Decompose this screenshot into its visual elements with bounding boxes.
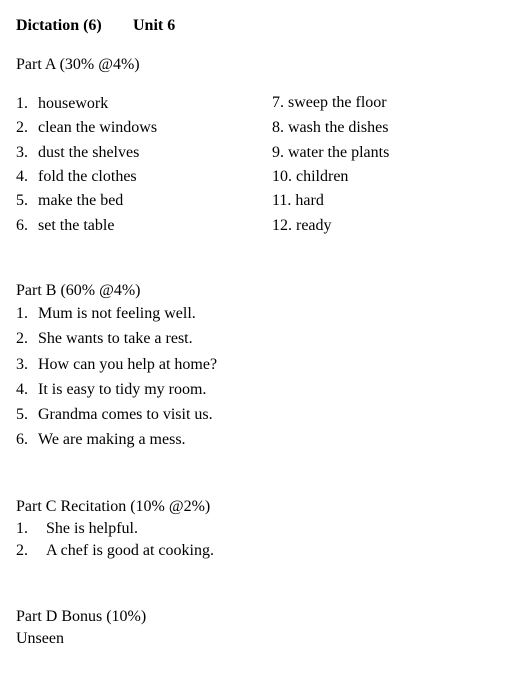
list-item-text: Mum is not feeling well. <box>38 305 196 322</box>
list-item-text: housework <box>38 95 109 112</box>
item-number: 3. <box>16 356 28 373</box>
list-item-text: clean the windows <box>38 119 158 136</box>
part-d-text: Unseen <box>16 630 64 647</box>
document-title: Dictation (6) <box>16 17 102 34</box>
list-item-text: It is easy to tidy my room. <box>38 381 207 398</box>
list-item <box>16 218 28 234</box>
list-item-text: make the bed <box>38 192 124 209</box>
list-item <box>16 193 28 209</box>
item-number: 4. <box>16 168 28 185</box>
part-b-heading: Part B (60% @4%) <box>16 282 141 299</box>
list-item-text: dust the shelves <box>38 144 140 161</box>
list-item: 8. wash the dishes <box>272 119 389 136</box>
item-number: 5. <box>16 406 28 423</box>
item-number: 1. <box>16 520 28 537</box>
unit-label: Unit 6 <box>133 17 176 34</box>
list-item-text: fold the clothes <box>38 168 137 185</box>
item-number: 4. <box>16 381 28 398</box>
list-item-text: We are making a mess. <box>38 431 186 448</box>
item-number: 1. <box>16 305 28 322</box>
item-number: 2. <box>16 330 28 347</box>
part-c-heading: Part C Recitation (10% @2%) <box>16 498 211 515</box>
list-item <box>16 96 28 112</box>
list-item-text: She wants to take a rest. <box>38 330 193 347</box>
item-number: 2. <box>16 119 28 136</box>
list-item: 11. hard <box>272 192 324 209</box>
list-item: 10. children <box>272 168 349 185</box>
list-item: 9. water the plants <box>272 144 390 161</box>
list-item-text: She is helpful. <box>46 520 138 537</box>
list-item-text: How can you help at home? <box>38 356 218 373</box>
list-item <box>16 145 28 161</box>
list-item <box>16 169 28 185</box>
item-number: 6. <box>16 217 28 234</box>
list-item-text: Grandma comes to visit us. <box>38 406 213 423</box>
item-number: 2. <box>16 542 28 559</box>
item-number: 6. <box>16 431 28 448</box>
list-item-text: set the table <box>38 217 115 234</box>
item-number: 3. <box>16 144 28 161</box>
part-d-heading: Part D Bonus (10%) <box>16 608 147 625</box>
list-item-text: A chef is good at cooking. <box>46 542 214 559</box>
list-item <box>16 120 28 136</box>
part-a-heading: Part A (30% @4%) <box>16 56 140 73</box>
list-item: 12. ready <box>272 217 332 234</box>
item-number: 1. <box>16 95 28 112</box>
list-item: 7. sweep the floor <box>272 94 387 111</box>
item-number: 5. <box>16 192 28 209</box>
